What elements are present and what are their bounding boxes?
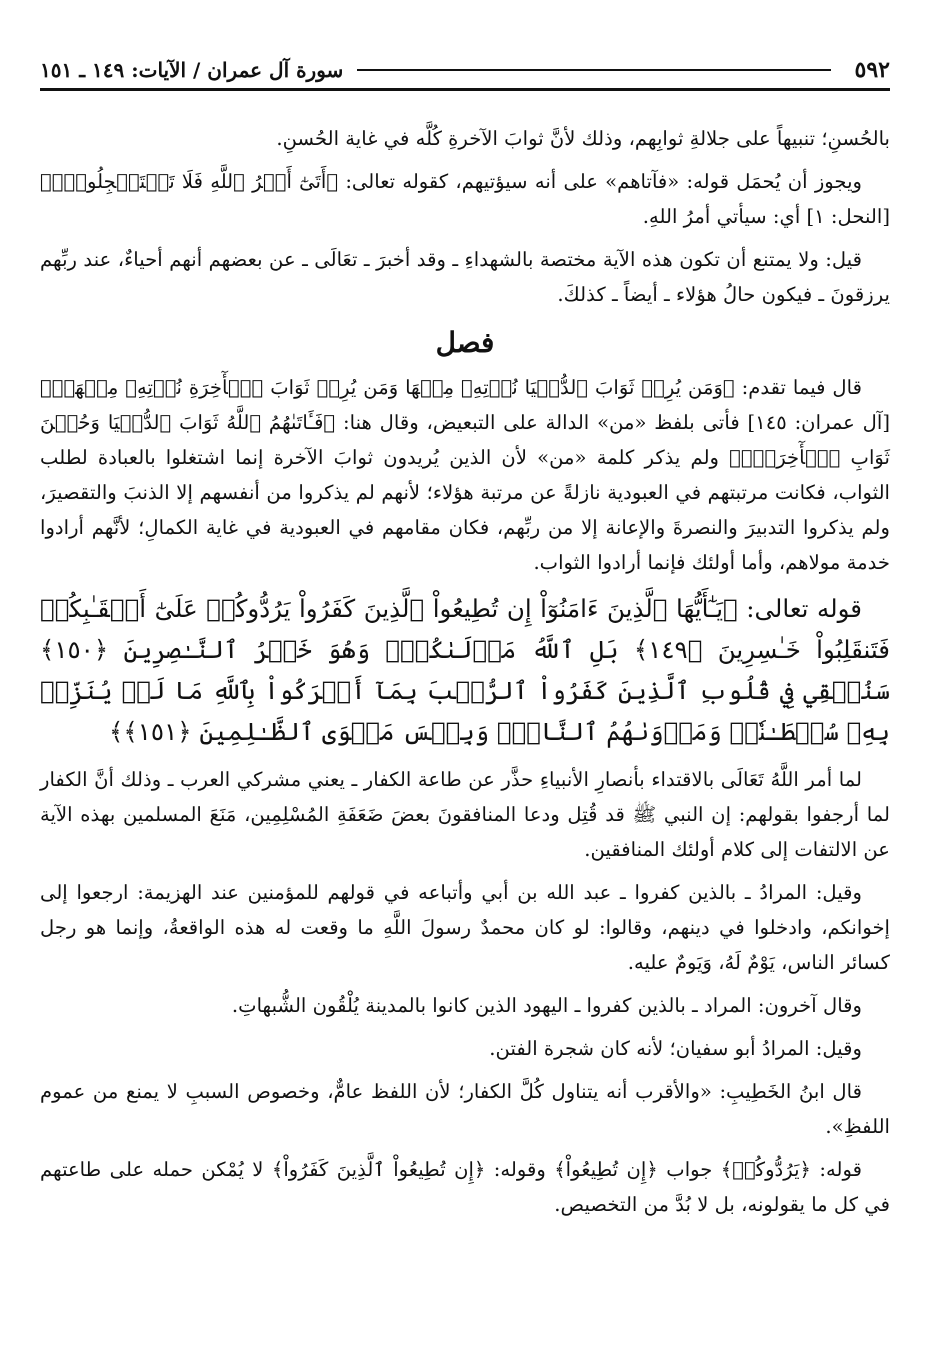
book-page [40,52,890,1352]
paragraph: بالحُسنِ؛ تنبيهاً على جلالةِ ثوابِهم، وذلك لأنَّ ثوابَ الآخرةِ كُلَّه في غاية الحُسنِ. [276,127,890,150]
running-title: سورة آل عمران / الآيات: ١٤٩ ـ ١٥١ [40,58,344,82]
paragraph: وقال آخرون: المراد ـ بالذين كفروا ـ اليهود الذين كانوا بالمدينة يُلْقُون الشُّبهاتِ. [231,994,862,1017]
paragraph: ويجوز أن يُحمَل قوله: «فآتاهم» على أنه سيؤتيهم، كقوله تعالى: ﴿أَتَىٰٓ أَمۡرُ ٱللَّهِ فَلَا تَسۡتَعۡجِلُوهُۚ﴾ [النحل: ١] أي: سيأتي أمرُ اللهِ. [40,170,890,228]
paragraph: لما أمر اللَّهُ تَعَالَى بالاقتداء بأنصارِ الأنبياءِ حذَّر عن طاعة الكفار ـ يعني مشركي العرب ـ وذلك أنَّ الكفار لما أرجفوا بقولهم: إن النبي ﷺ قد قُتِل ودعا المنافقونَ بعضَ ضَعَفَةِ المُسْلِمِين، مَنَعَ المسلمين بهذه الآية عن الالتفات إلى كلام أولئك المنافقين. [40,768,890,861]
page-number: ٥٩٢ [854,57,890,83]
section-title: فصل [435,326,495,359]
paragraph: وقيل: المرادُ أبو سفيان؛ لأنه كان شجرة الفتن. [489,1037,862,1060]
paragraph: قال فيما تقدم: ﴿وَمَن يُرِدۡ ثَوَابَ ٱلدُّنۡيَا نُؤۡتِهِۦ مِنۡهَا وَمَن يُرِدۡ ثَوَابَ ٱلۡأٓخِرَةِ نُؤۡتِهِۦ مِنۡهَاۚ﴾ [آل عمران: ١٤٥] فأتى بلفظ «من» الدالة على التبعيض، وقال هنا: ﴿فَـَٔاتَىٰهُمُ ٱللَّهُ ثَوَابَ ٱلدُّنۡيَا وَحُسۡنَ ثَوَابِ ٱلۡأٓخِرَةِۗ﴾ ولم يذكر كلمة «من» لأن الذين يُريدون ثوابَ الآخرة إنما اشتغلوا بالعبادة لطلب الثواب، فكانت مرتبتهم في العبودية نازلةً عن مرتبة هؤلاء؛ لأنهم لم يذكروا من أنفسهم إلا الذنبَ والتقصيرَ، ولم يذكروا التدبيرَ والنصرةَ والإعانة إلا من ربِّهم، فكان مقامهم في العبودية في غاية الكمالِ؛ لأنَّهم أرادوا خدمة مولاهم، وأما أولئك فإنما أرادوا الثواب. [40,376,890,574]
quran-verse-block: قوله تعالى: ﴿يَـٰٓأَيُّهَا ٱلَّذِينَ ءَامَنُوٓاْ إِن تُطِيعُواْ ٱلَّذِينَ كَفَرُواْ يَرُدُّوكُمۡ عَلَىٰٓ أَعۡقَـٰبِكُمۡ فَتَنقَلِبُواْ خَـٰسِرِينَ ﴿١٤٩﴾ بَلِ ٱللَّهُ مَوۡلَىٰكُمۡۖ وَهُوَ خَيۡرُ ٱلنَّـٰصِرِينَ ﴿١٥٠﴾ سَنُلۡقِي فِي قُلُوبِ ٱلَّذِينَ كَفَرُواْ ٱلرُّعۡبَ بِمَآ أَشۡرَكُواْ بِٱللَّهِ مَا لَمۡ يُنَزِّلۡ بِهِۦ سُلۡطَـٰنٗاۖ وَمَأۡوَىٰهُمُ ٱلنَّارُۖ وَبِئۡسَ مَثۡوَى ٱلظَّـٰلِمِينَ ﴿١٥١﴾﴾ [40,594,890,746]
page-header [40,52,890,91]
paragraph: قيل: ولا يمتنع أن تكون هذه الآية مختصة بالشهداءِ ـ وقد أخبرَ ـ تعَالَى ـ عن بعضهم أنهم أحياءٌ، عند ربِّهم يرزقونَ ـ فيكون حالُ هؤلاء ـ أيضاً ـ كذلكَ. [40,248,890,306]
header-rule [357,69,830,71]
paragraph: قوله: ﴿يَرُدُّوكُمۡ﴾ جواب ﴿إِن تُطِيعُواْ﴾ وقوله: ﴿إِن تُطِيعُواْ ٱلَّذِينَ كَفَرُواْ﴾ لا يُمْكن حمله على طاعتهم في كل ما يقولونه، بل لا بُدَّ من التخصيص. [40,1158,890,1216]
paragraph: وقيل: المرادُ ـ بالذين كفروا ـ عبد الله بن أبي وأتباعه في قولهم للمؤمنين عند الهزيمة: ارجعوا إلى إخوانكم، وادخلوا في دينهم، وقالوا: لو كان محمدٌ رسولَ اللَّهِ ما وقعت له هذه الواقعةُ، وإنما هو رجل كسائر الناس، يَوْمٌ لَهُ، وَيَومٌ عليه. [40,881,890,974]
paragraph: قال ابنُ الخَطِيبِ: «والأقرب أنه يتناول كُلَّ الكفار؛ لأن اللفظ عامٌّ، وخصوص السببِ لا يمنع من عموم اللفظِ». [40,1080,890,1138]
page-body [40,121,890,1222]
